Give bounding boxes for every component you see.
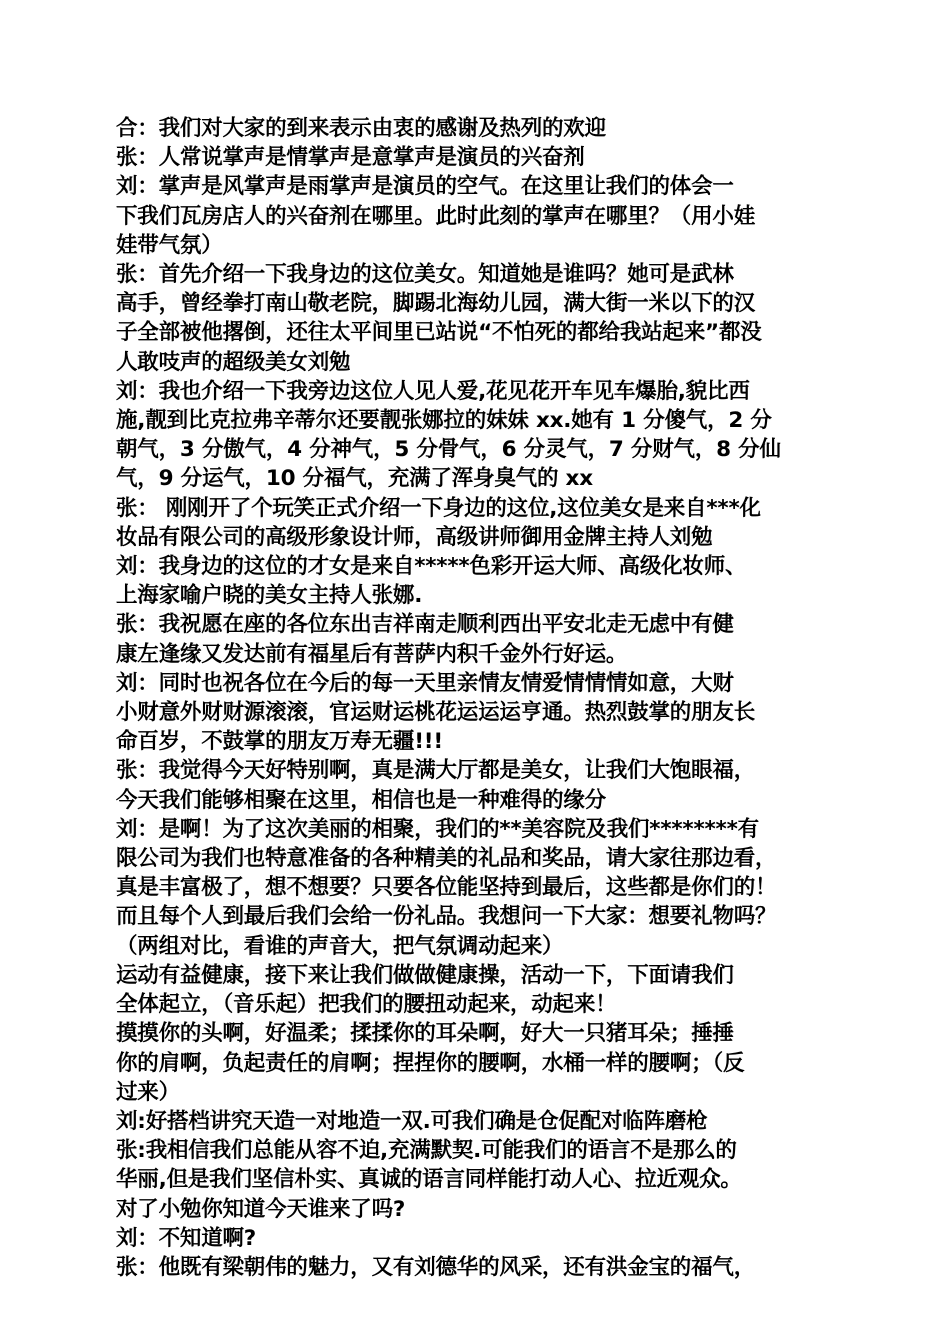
text-line: 妆品有限公司的高级形象设计师，高级讲师御用金牌主持人刘勉 (116, 524, 713, 550)
text-line: 刘:好搭档讲究天造一对地造一双.可我们确是仓促配对临阵磨枪 (116, 1108, 708, 1134)
text-line: 人敢吱声的超级美女刘勉 (116, 349, 351, 375)
text-line: 张：他既有梁朝伟的魅力，又有刘德华的风采，还有洪金宝的福气， (116, 1254, 756, 1280)
script-text-body (116, 114, 844, 1282)
text-line: 子全部被他撂倒，还往太平间里已站说“不怕死的都给我站起来”都没 (116, 320, 762, 346)
text-line: 刘：同时也祝各位在今后的每一天里亲情友情爱情情情如意，大财 (116, 670, 734, 696)
text-line: 高手，曾经拳打南山敬老院，脚踢北海幼儿园，满大街一米以下的汉 (116, 291, 756, 317)
text-line: 命百岁，不鼓掌的朋友万寿无疆!!! (116, 729, 444, 755)
text-line: 刘：是啊！为了这次美丽的相聚，我们的**美容院及我们********有 (116, 816, 759, 842)
text-line: 全体起立，（音乐起）把我们的腰扭动起来，动起来！ (116, 992, 617, 1018)
text-line: 刘：不知道啊? (116, 1225, 257, 1251)
text-line: 气，9 分运气，10 分福气，充满了浑身臭气的 xx (116, 466, 593, 492)
text-line: 朝气，3 分傲气，4 分神气，5 分骨气，6 分灵气，7 分财气，8 分仙 (116, 437, 781, 463)
text-line: 刘：我也介绍一下我旁边这位人见人爱,花见花开车见车爆胎,貌比西 (116, 378, 750, 404)
text-line: 摸摸你的头啊，好温柔；揉揉你的耳朵啊，好大一只猪耳朵；捶捶 (116, 1021, 734, 1047)
text-line: 华丽,但是我们坚信朴实、真诚的语言同样能打动人心、拉近观众。 (116, 1167, 742, 1193)
text-line: 对了小勉你知道今天谁来了吗? (116, 1196, 406, 1222)
text-line: 小财意外财财源滚滚，官运财运桃花运运运亨通。热烈鼓掌的朋友长 (116, 700, 756, 726)
text-line: 你的肩啊，负起责任的肩啊；捏捏你的腰啊，水桶一样的腰啊；（反 (116, 1050, 745, 1076)
text-line: 限公司为我们也特意准备的各种精美的礼品和奖品，请大家往那边看， (116, 846, 777, 872)
text-line: 刘：我身边的这位的才女是来自*****色彩开运大师、高级化妆师、 (116, 554, 747, 580)
text-line: 张:我相信我们总能从容不迫,充满默契.可能我们的语言不是那么的 (116, 1138, 737, 1164)
text-line: 康左逢缘又发达前有福星后有菩萨内积千金外行好运。 (116, 641, 628, 667)
text-line: 施,靓到比克拉弗辛蒂尔还要靓张娜拉的妹妹 xx.她有 1 分傻气，2 分 (116, 408, 772, 434)
text-line: （两组对比，看谁的声音大，把气氛调动起来） (116, 933, 564, 959)
text-line: 张：我祝愿在座的各位东出吉祥南走顺利西出平安北走无虑中有健 (116, 612, 734, 638)
text-line: 今天我们能够相聚在这里，相信也是一种难得的缘分 (116, 787, 606, 813)
text-line: 过来） (116, 1079, 180, 1105)
text-line: 张：人常说掌声是情掌声是意掌声是演员的兴奋剂 (116, 145, 585, 171)
text-line: 张： 刚刚开了个玩笑正式介绍一下身边的这位,这位美女是来自***化 (116, 495, 761, 521)
text-line: 下我们瓦房店人的兴奋剂在哪里。此时此刻的掌声在哪里？（用小娃 (116, 203, 756, 229)
text-line: 真是丰富极了，想不想要？只要各位能坚持到最后，这些都是你们的！ (116, 875, 777, 901)
text-line: 娃带气氛） (116, 232, 223, 258)
text-line: 合：我们对大家的到来表示由衷的感谢及热列的欢迎 (116, 116, 606, 141)
text-line: 张：我觉得今天好特别啊，真是满大厅都是美女，让我们大饱眼福， (116, 758, 756, 784)
text-line: 运动有益健康，接下来让我们做做健康操，活动一下，下面请我们 (116, 962, 734, 988)
text-line: 而且每个人到最后我们会给一份礼品。我想问一下大家：想要礼物吗？ (116, 904, 777, 930)
text-line: 上海家喻户晓的美女主持人张娜. (116, 583, 423, 609)
text-line: 刘：掌声是风掌声是雨掌声是演员的空气。在这里让我们的体会一 (116, 174, 734, 200)
text-line: 张：首先介绍一下我身边的这位美女。知道她是谁吗？她可是武林 (116, 262, 734, 288)
